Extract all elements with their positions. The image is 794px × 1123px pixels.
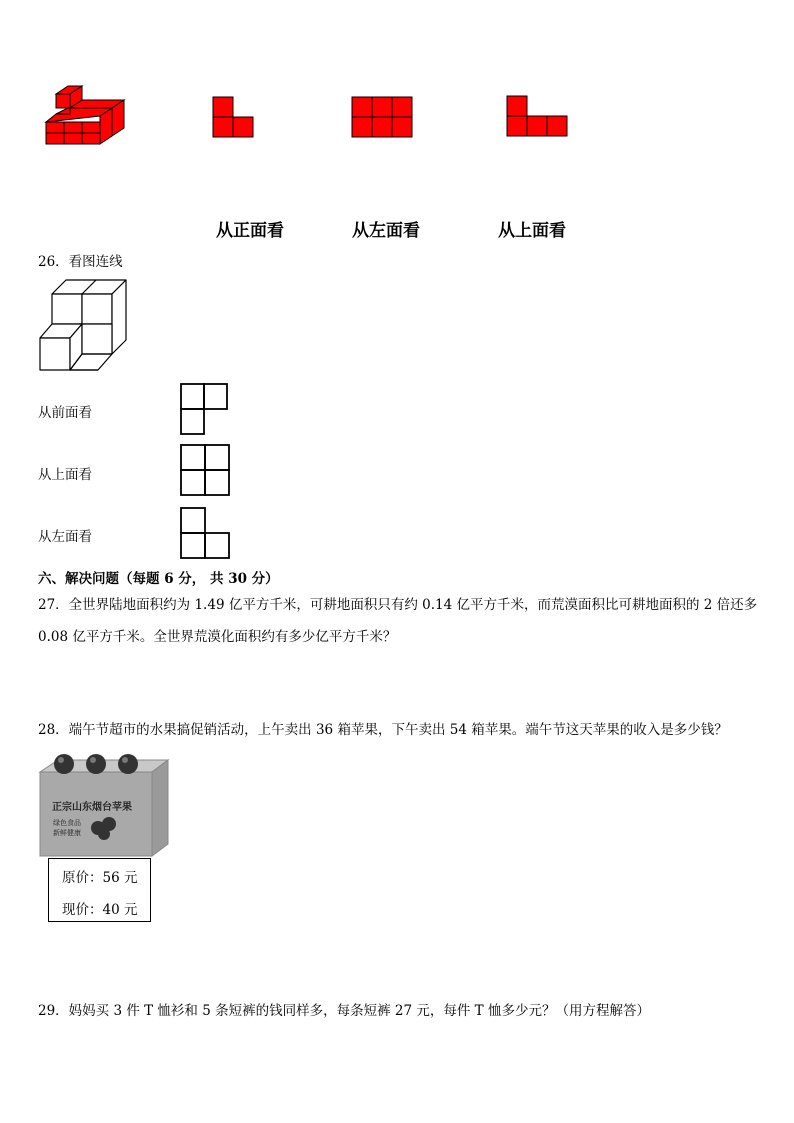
red-view-figure-2 xyxy=(351,96,415,140)
view-label-front: 从正面看 xyxy=(216,221,284,241)
question-28-text: 28．端午节超市的水果搞促销活动，上午卖出 36 箱苹果，下午卖出 54 箱苹果。端午节这天苹果的收入是多少钱？ xyxy=(38,722,728,738)
apple-box-sub1: 绿色食品 xyxy=(53,819,81,827)
red-view-figure-3 xyxy=(506,95,570,139)
view-grid-3 xyxy=(180,507,232,561)
apple-box-title: 正宗山东烟台苹果 xyxy=(52,802,132,813)
cube-stack-line-drawing xyxy=(38,278,130,374)
original-price: 原价：56 元 xyxy=(62,870,138,886)
q26-label-front: 从前面看 xyxy=(38,405,92,421)
apple-box-sub2: 新鲜健康 xyxy=(53,829,81,837)
question-26-title: 26．看图连线 xyxy=(38,254,123,270)
question-27-line1: 27．全世界陆地面积约为 1.49 亿平方千米，可耕地面积只有约 0.14 亿平方千米，而荒漠面积比可耕地面积的 2 倍还多 xyxy=(38,597,758,613)
view-label-left: 从左面看 xyxy=(352,221,420,241)
section-6-title: 六、解决问题（每题 6 分， 共 30 分） xyxy=(38,571,279,587)
q26-label-left: 从左面看 xyxy=(38,529,92,545)
question-27-line2: 0.08 亿平方千米。全世界荒漠化面积约有多少亿平方千米？ xyxy=(38,629,397,645)
red-cube-solid-figure xyxy=(40,80,130,150)
question-29-text: 29．妈妈买 3 件 T 恤衫和 5 条短裤的钱同样多，每条短裤 27 元，每件 T 恤多少元？（用方程解答） xyxy=(38,1003,650,1019)
view-grid-2 xyxy=(180,444,232,498)
red-view-figure-1 xyxy=(212,96,256,140)
q26-label-top: 从上面看 xyxy=(38,467,92,483)
current-price: 现价：40 元 xyxy=(62,902,138,918)
view-label-top: 从上面看 xyxy=(498,221,566,241)
view-grid-1 xyxy=(180,383,230,437)
